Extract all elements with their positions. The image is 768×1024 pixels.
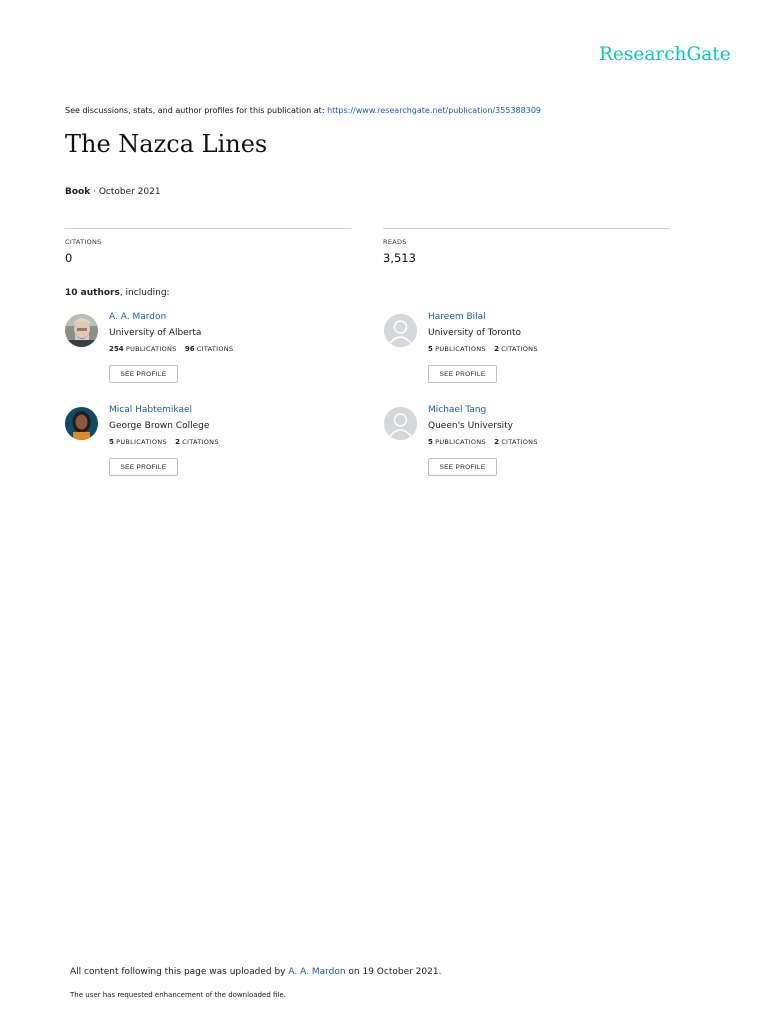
author-card	[65, 314, 345, 394]
upload-prefix: All content following this page was uploaded by	[70, 967, 289, 977]
author-photo-avatar[interactable]	[65, 314, 98, 347]
citations-stat	[65, 228, 351, 265]
default-avatar-icon[interactable]	[384, 314, 417, 347]
author-citations-label: CITATIONS	[501, 345, 538, 353]
uploader-link[interactable]: A. A. Mardon	[288, 967, 346, 977]
author-stats	[428, 345, 538, 353]
authors-count: 10 authors	[65, 288, 120, 298]
author-institution: University of Toronto	[428, 328, 522, 338]
author-citations-label: CITATIONS	[196, 345, 234, 353]
citations-label: CITATIONS	[65, 238, 102, 246]
publications-label: PUBLICATIONS	[435, 438, 486, 446]
discussions-prefix: See discussions, stats, and author profiles for this publication at:	[65, 106, 328, 115]
researchgate-logo[interactable]: ResearchGate	[599, 44, 731, 65]
default-avatar-icon[interactable]	[384, 407, 417, 440]
author-citations-label: CITATIONS	[182, 438, 219, 446]
see-profile-button[interactable]: SEE PROFILE	[109, 365, 178, 383]
publications-count: 5	[428, 438, 433, 446]
see-profile-button[interactable]: SEE PROFILE	[109, 458, 178, 476]
author-card	[384, 314, 664, 394]
author-name[interactable]: A. A. Mardon	[109, 312, 167, 322]
author-stats	[109, 438, 219, 446]
citations-count: 2	[494, 438, 499, 446]
authors-suffix: , including:	[119, 288, 170, 298]
meta-separator: ·	[90, 187, 99, 197]
citations-value: 0	[65, 251, 73, 265]
publications-count: 254	[109, 345, 124, 353]
citations-count: 2	[494, 345, 499, 353]
author-institution: Queen's University	[428, 421, 513, 431]
reads-value: 3,513	[383, 251, 416, 265]
author-card	[65, 407, 345, 487]
author-stats	[109, 345, 233, 353]
reads-label: READS	[383, 238, 407, 246]
upload-notice	[70, 967, 441, 977]
citations-count: 96	[184, 345, 195, 353]
publication-date: October 2021	[98, 187, 161, 197]
author-stats	[428, 438, 538, 446]
publication-title: The Nazca Lines	[65, 130, 268, 158]
author-institution: George Brown College	[109, 421, 210, 431]
discussions-line	[65, 106, 541, 115]
authors-summary	[65, 288, 170, 298]
author-card	[384, 407, 664, 487]
publications-label: PUBLICATIONS	[435, 345, 486, 353]
author-citations-label: CITATIONS	[501, 438, 538, 446]
publication-meta	[65, 187, 161, 197]
publication-type: Book	[65, 187, 91, 197]
author-name[interactable]: Michael Tang	[428, 405, 487, 415]
citations-count: 2	[175, 438, 180, 446]
publications-label: PUBLICATIONS	[125, 345, 177, 353]
author-photo-avatar[interactable]	[65, 407, 98, 440]
reads-stat	[383, 228, 669, 265]
see-profile-button[interactable]: SEE PROFILE	[428, 365, 497, 383]
see-profile-button[interactable]: SEE PROFILE	[428, 458, 497, 476]
author-name[interactable]: Hareem Bilal	[428, 312, 486, 322]
author-name[interactable]: Mical Habtemikael	[109, 405, 193, 415]
publications-count: 5	[109, 438, 114, 446]
author-institution: University of Alberta	[109, 328, 202, 338]
publications-count: 5	[428, 345, 433, 353]
publication-link[interactable]: https://www.researchgate.net/publication/355388309	[327, 106, 541, 115]
upload-suffix: on 19 October 2021.	[345, 967, 442, 977]
enhancement-note: The user has requested enhancement of the downloaded file.	[70, 991, 286, 999]
publications-label: PUBLICATIONS	[116, 438, 167, 446]
